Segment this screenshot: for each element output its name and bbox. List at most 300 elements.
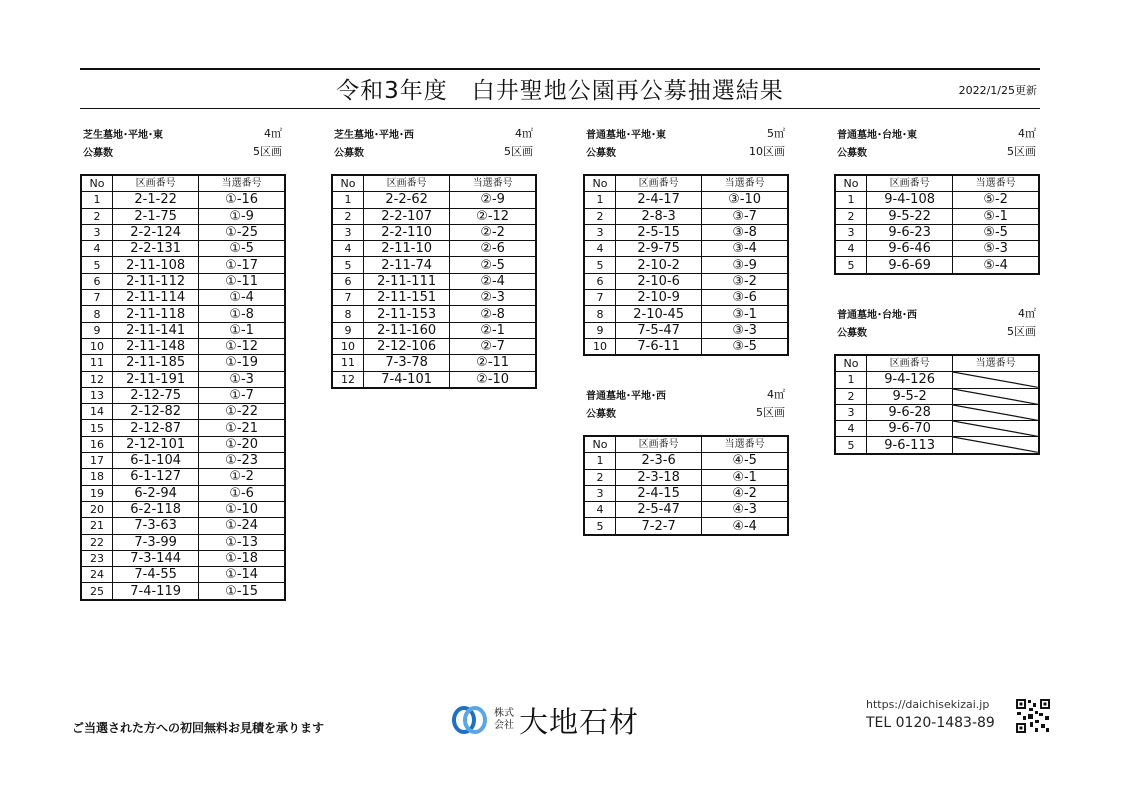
cell-tousen: ①-9	[199, 208, 285, 224]
cell-tousen: ⑤-5	[953, 224, 1039, 240]
lottery-table	[583, 174, 789, 356]
table-row	[584, 338, 788, 355]
table-row	[81, 404, 285, 420]
table-row	[584, 273, 788, 289]
cell-no: 21	[81, 518, 113, 534]
table-row	[81, 469, 285, 485]
table-row	[835, 421, 1039, 437]
page-title: 令和3年度 白井聖地公園再公募抽選結果	[336, 78, 784, 104]
table-row	[332, 208, 536, 224]
cell-no: 15	[81, 420, 113, 436]
section-area: 4㎡	[767, 388, 785, 401]
cell-tousen: ①-4	[199, 290, 285, 306]
section-name: 芝生墓地･平地･東	[83, 130, 163, 141]
cell-kukaku: 9-6-70	[867, 421, 953, 437]
cell-no: 2	[584, 469, 616, 485]
section-header	[583, 126, 789, 162]
cell-no: 4	[584, 502, 616, 518]
cell-kukaku: 9-6-28	[867, 404, 953, 420]
cell-kukaku: 2-12-82	[113, 404, 199, 420]
cell-kukaku: 2-5-47	[616, 502, 702, 518]
col-header-tousen: 当選番号	[953, 355, 1039, 372]
cell-tousen: ②-7	[450, 338, 536, 354]
lottery-table	[583, 435, 789, 536]
company-kabu-line1: 株式	[494, 708, 514, 719]
cell-no: 3	[81, 224, 113, 240]
cell-tousen: ②-8	[450, 306, 536, 322]
cell-no: 4	[584, 241, 616, 257]
table-row	[81, 257, 285, 273]
section-count-label: 公募数	[837, 328, 867, 339]
company-logo-icon	[452, 705, 488, 735]
cell-tousen: ①-13	[199, 534, 285, 550]
table-row	[584, 241, 788, 257]
cell-tousen: ①-2	[199, 469, 285, 485]
table-row	[835, 241, 1039, 257]
cell-kukaku: 6-2-118	[113, 501, 199, 517]
cell-tousen: ③-7	[702, 208, 788, 224]
cell-tousen: ①-15	[199, 583, 285, 600]
table-row	[81, 420, 285, 436]
cell-tousen: ②-6	[450, 241, 536, 257]
cell-no: 6	[332, 273, 364, 289]
cell-no: 1	[835, 192, 867, 208]
cell-no: 3	[584, 485, 616, 501]
table-row	[332, 192, 536, 208]
cell-no: 1	[835, 372, 867, 388]
cell-no: 11	[332, 355, 364, 371]
cell-no: 8	[81, 306, 113, 322]
section-name: 普通墓地･台地･西	[837, 310, 917, 321]
company-logo	[452, 700, 639, 740]
cell-tousen: ①-14	[199, 567, 285, 583]
table-header-row	[81, 175, 285, 192]
table-row	[81, 550, 285, 566]
cell-kukaku: 7-3-144	[113, 550, 199, 566]
cell-tousen	[953, 404, 1039, 420]
cell-no: 1	[81, 192, 113, 208]
cell-tousen: ③-9	[702, 257, 788, 273]
section-header	[331, 126, 537, 162]
cell-kukaku: 9-5-22	[867, 208, 953, 224]
table-row	[81, 583, 285, 600]
cell-no: 23	[81, 550, 113, 566]
cell-tousen	[953, 388, 1039, 404]
cell-tousen: ③-10	[702, 192, 788, 208]
updated-date: 2022/1/25更新	[958, 84, 1037, 97]
cell-no: 5	[332, 257, 364, 273]
cell-no: 14	[81, 404, 113, 420]
cell-no: 6	[584, 273, 616, 289]
cell-tousen: ③-5	[702, 338, 788, 355]
cell-kukaku: 2-11-153	[364, 306, 450, 322]
table-row	[81, 306, 285, 322]
cell-tousen: ③-4	[702, 241, 788, 257]
col-header-kukaku: 区画番号	[616, 175, 702, 192]
cell-no: 4	[835, 421, 867, 437]
table-row	[81, 322, 285, 338]
section-header	[834, 126, 1040, 162]
cell-no: 9	[584, 322, 616, 338]
cell-kukaku: 2-2-107	[364, 208, 450, 224]
cell-kukaku: 7-3-63	[113, 518, 199, 534]
section-count: 5区画	[1007, 325, 1036, 338]
cell-no: 3	[332, 224, 364, 240]
cell-tousen: ③-8	[702, 224, 788, 240]
cell-tousen: ①-24	[199, 518, 285, 534]
cell-kukaku: 2-12-101	[113, 436, 199, 452]
cell-no: 3	[835, 404, 867, 420]
col-header-tousen: 当選番号	[199, 175, 285, 192]
cell-tousen: ④-4	[702, 518, 788, 535]
cell-tousen: ⑤-1	[953, 208, 1039, 224]
cell-no: 5	[584, 257, 616, 273]
cell-kukaku: 2-4-17	[616, 192, 702, 208]
table-row	[835, 372, 1039, 388]
table-row	[81, 224, 285, 240]
table-row	[332, 257, 536, 273]
cell-kukaku: 9-6-113	[867, 437, 953, 454]
section-count-label: 公募数	[586, 409, 616, 420]
table-header-row	[835, 175, 1039, 192]
qr-code-icon[interactable]	[1015, 698, 1051, 734]
section-name: 普通墓地･平地･東	[586, 130, 666, 141]
table-row	[81, 567, 285, 583]
col-header-tousen: 当選番号	[702, 436, 788, 453]
cell-kukaku: 2-2-62	[364, 192, 450, 208]
table-row	[81, 485, 285, 501]
cell-kukaku: 9-4-108	[867, 192, 953, 208]
col-header-no: No	[584, 175, 616, 192]
lottery-table	[834, 174, 1040, 275]
table-row	[332, 338, 536, 354]
cell-kukaku: 7-4-119	[113, 583, 199, 600]
cell-tousen: ⑤-2	[953, 192, 1039, 208]
section-count-label: 公募数	[837, 148, 867, 159]
table-row	[835, 192, 1039, 208]
table-row	[584, 518, 788, 535]
cell-tousen: ②-12	[450, 208, 536, 224]
cell-kukaku: 2-11-10	[364, 241, 450, 257]
table-row	[332, 273, 536, 289]
cell-no: 10	[332, 338, 364, 354]
section-shiba-hira-west	[331, 126, 537, 387]
table-header-row	[332, 175, 536, 192]
cell-kukaku: 2-3-18	[616, 469, 702, 485]
cell-kukaku: 2-4-15	[616, 485, 702, 501]
cell-kukaku: 7-6-11	[616, 338, 702, 355]
cell-kukaku: 9-6-23	[867, 224, 953, 240]
cell-no: 12	[332, 371, 364, 388]
cell-tousen: ⑤-4	[953, 257, 1039, 274]
cell-kukaku: 2-12-75	[113, 387, 199, 403]
table-row	[81, 192, 285, 208]
cell-no: 2	[584, 208, 616, 224]
cell-no: 4	[835, 241, 867, 257]
col-header-tousen: 当選番号	[953, 175, 1039, 192]
table-row	[81, 387, 285, 403]
cell-kukaku: 2-11-148	[113, 338, 199, 354]
cell-tousen: ①-19	[199, 355, 285, 371]
title-top-rule	[80, 68, 1040, 70]
cell-no: 1	[584, 453, 616, 469]
lottery-table	[834, 354, 1040, 455]
cell-kukaku: 9-6-46	[867, 241, 953, 257]
cell-tousen: ①-21	[199, 420, 285, 436]
cell-no: 25	[81, 583, 113, 600]
cell-kukaku: 2-11-114	[113, 290, 199, 306]
table-row	[332, 371, 536, 388]
cell-kukaku: 2-12-87	[113, 420, 199, 436]
cell-kukaku: 7-3-78	[364, 355, 450, 371]
cell-tousen: ④-5	[702, 453, 788, 469]
table-header-row	[584, 436, 788, 453]
cell-tousen: ①-7	[199, 387, 285, 403]
table-row	[332, 355, 536, 371]
table-row	[81, 436, 285, 452]
col-header-tousen: 当選番号	[702, 175, 788, 192]
cell-tousen: ②-4	[450, 273, 536, 289]
cell-no: 2	[332, 208, 364, 224]
cell-kukaku: 9-4-126	[867, 372, 953, 388]
cell-tousen: ①-8	[199, 306, 285, 322]
section-count-label: 公募数	[334, 148, 364, 159]
table-row	[81, 273, 285, 289]
cell-kukaku: 6-1-127	[113, 469, 199, 485]
section-header	[583, 387, 789, 423]
cell-no: 3	[835, 224, 867, 240]
table-row	[584, 290, 788, 306]
cell-no: 9	[332, 322, 364, 338]
table-row	[835, 257, 1039, 274]
table-row	[332, 224, 536, 240]
table-row	[81, 518, 285, 534]
cell-tousen: ④-3	[702, 502, 788, 518]
cell-kukaku: 6-1-104	[113, 453, 199, 469]
lottery-table	[80, 174, 286, 601]
cell-tousen	[953, 421, 1039, 437]
blank-slash-icon	[953, 389, 1038, 404]
free-estimate-note: ご当選された方への初回無料お見積を承ります	[72, 721, 325, 735]
cell-tousen	[953, 372, 1039, 388]
cell-tousen	[953, 437, 1039, 454]
cell-tousen: ②-3	[450, 290, 536, 306]
cell-tousen: ③-2	[702, 273, 788, 289]
section-futsu-dai-east	[834, 126, 1040, 273]
cell-kukaku: 2-11-112	[113, 273, 199, 289]
company-tel[interactable]: TEL 0120-1483-89	[866, 715, 995, 731]
cell-kukaku: 7-4-101	[364, 371, 450, 388]
table-row	[835, 404, 1039, 420]
cell-kukaku: 2-11-108	[113, 257, 199, 273]
cell-tousen: ①-12	[199, 338, 285, 354]
blank-slash-icon	[953, 405, 1038, 420]
blank-slash-icon	[953, 437, 1038, 452]
cell-tousen: ①-18	[199, 550, 285, 566]
cell-tousen: ②-2	[450, 224, 536, 240]
table-header-row	[835, 355, 1039, 372]
table-row	[835, 388, 1039, 404]
cell-kukaku: 2-11-118	[113, 306, 199, 322]
cell-tousen: ④-2	[702, 485, 788, 501]
cell-no: 12	[81, 371, 113, 387]
cell-no: 8	[584, 306, 616, 322]
col-header-no: No	[835, 175, 867, 192]
cell-tousen: ①-17	[199, 257, 285, 273]
section-count-label: 公募数	[83, 148, 113, 159]
section-shiba-hira-east	[80, 126, 286, 599]
cell-kukaku: 7-4-55	[113, 567, 199, 583]
cell-tousen: ①-5	[199, 241, 285, 257]
cell-no: 2	[835, 388, 867, 404]
cell-kukaku: 7-2-7	[616, 518, 702, 535]
section-area: 4㎡	[264, 127, 282, 140]
table-row	[835, 224, 1039, 240]
table-row	[584, 257, 788, 273]
col-header-kukaku: 区画番号	[364, 175, 450, 192]
cell-no: 10	[81, 338, 113, 354]
cell-no: 5	[81, 257, 113, 273]
table-row	[81, 501, 285, 517]
cell-kukaku: 2-3-6	[616, 453, 702, 469]
blank-slash-icon	[953, 372, 1038, 387]
company-name: 大地石材	[519, 704, 640, 739]
col-header-tousen: 当選番号	[450, 175, 536, 192]
cell-no: 5	[835, 257, 867, 274]
cell-no: 6	[81, 273, 113, 289]
section-area: 4㎡	[515, 127, 533, 140]
cell-tousen: ③-6	[702, 290, 788, 306]
table-row	[332, 290, 536, 306]
cell-no: 17	[81, 453, 113, 469]
cell-kukaku: 7-3-99	[113, 534, 199, 550]
cell-no: 2	[81, 208, 113, 224]
cell-no: 24	[81, 567, 113, 583]
company-kabu	[494, 708, 514, 732]
cell-tousen: ③-3	[702, 322, 788, 338]
cell-tousen: ①-11	[199, 273, 285, 289]
cell-no: 19	[81, 485, 113, 501]
cell-kukaku: 2-11-160	[364, 322, 450, 338]
section-area: 4㎡	[1018, 127, 1036, 140]
cell-kukaku: 2-1-22	[113, 192, 199, 208]
table-row	[835, 437, 1039, 454]
table-row	[81, 338, 285, 354]
section-name: 普通墓地･平地･西	[586, 391, 666, 402]
table-row	[81, 534, 285, 550]
cell-kukaku: 2-11-191	[113, 371, 199, 387]
cell-kukaku: 2-10-9	[616, 290, 702, 306]
table-row	[81, 241, 285, 257]
cell-kukaku: 2-2-110	[364, 224, 450, 240]
cell-tousen: ①-1	[199, 322, 285, 338]
cell-no: 2	[835, 208, 867, 224]
table-row	[81, 453, 285, 469]
title-bottom-rule	[80, 108, 1040, 109]
cell-tousen: ①-23	[199, 453, 285, 469]
blank-slash-icon	[953, 421, 1038, 436]
cell-tousen: ④-1	[702, 469, 788, 485]
cell-kukaku: 2-11-151	[364, 290, 450, 306]
cell-kukaku: 2-10-45	[616, 306, 702, 322]
cell-no: 9	[81, 322, 113, 338]
cell-kukaku: 9-6-69	[867, 257, 953, 274]
cell-tousen: ⑤-3	[953, 241, 1039, 257]
cell-no: 5	[835, 437, 867, 454]
section-area: 4㎡	[1018, 307, 1036, 320]
col-header-kukaku: 区画番号	[867, 175, 953, 192]
section-name: 芝生墓地･平地･西	[334, 130, 414, 141]
cell-kukaku: 6-2-94	[113, 485, 199, 501]
cell-tousen: ②-9	[450, 192, 536, 208]
table-row	[584, 306, 788, 322]
cell-tousen: ①-22	[199, 404, 285, 420]
section-count-label: 公募数	[586, 148, 616, 159]
section-count: 5区画	[253, 145, 282, 158]
cell-tousen: ①-6	[199, 485, 285, 501]
cell-kukaku: 2-11-141	[113, 322, 199, 338]
cell-no: 4	[332, 241, 364, 257]
col-header-kukaku: 区画番号	[113, 175, 199, 192]
section-area: 5㎡	[767, 127, 785, 140]
cell-no: 7	[81, 290, 113, 306]
cell-tousen: ①-10	[199, 501, 285, 517]
cell-kukaku: 2-2-131	[113, 241, 199, 257]
cell-kukaku: 2-10-2	[616, 257, 702, 273]
table-row	[81, 290, 285, 306]
table-row	[584, 322, 788, 338]
table-row	[81, 208, 285, 224]
cell-kukaku: 2-1-75	[113, 208, 199, 224]
section-count: 5区画	[504, 145, 533, 158]
cell-kukaku: 2-11-74	[364, 257, 450, 273]
table-row	[584, 453, 788, 469]
section-futsu-dai-west	[834, 306, 1040, 453]
cell-no: 4	[81, 241, 113, 257]
cell-no: 7	[584, 290, 616, 306]
table-row	[332, 241, 536, 257]
cell-kukaku: 7-5-47	[616, 322, 702, 338]
table-row	[584, 485, 788, 501]
section-futsu-hira-east	[583, 126, 789, 355]
lottery-table	[331, 174, 537, 389]
table-row	[584, 502, 788, 518]
cell-no: 8	[332, 306, 364, 322]
col-header-no: No	[835, 355, 867, 372]
cell-kukaku: 2-2-124	[113, 224, 199, 240]
cell-no: 7	[332, 290, 364, 306]
cell-tousen: ②-5	[450, 257, 536, 273]
cell-no: 5	[584, 518, 616, 535]
col-header-kukaku: 区画番号	[867, 355, 953, 372]
cell-tousen: ②-1	[450, 322, 536, 338]
cell-no: 16	[81, 436, 113, 452]
cell-no: 20	[81, 501, 113, 517]
cell-kukaku: 2-12-106	[364, 338, 450, 354]
section-header	[834, 306, 1040, 342]
cell-tousen: ①-25	[199, 224, 285, 240]
table-row	[81, 371, 285, 387]
table-row	[332, 306, 536, 322]
col-header-kukaku: 区画番号	[616, 436, 702, 453]
table-row	[835, 208, 1039, 224]
col-header-no: No	[584, 436, 616, 453]
cell-kukaku: 2-9-75	[616, 241, 702, 257]
section-count: 5区画	[756, 406, 785, 419]
table-row	[584, 208, 788, 224]
company-url[interactable]: https://daichisekizai.jp	[866, 698, 990, 711]
col-header-no: No	[332, 175, 364, 192]
